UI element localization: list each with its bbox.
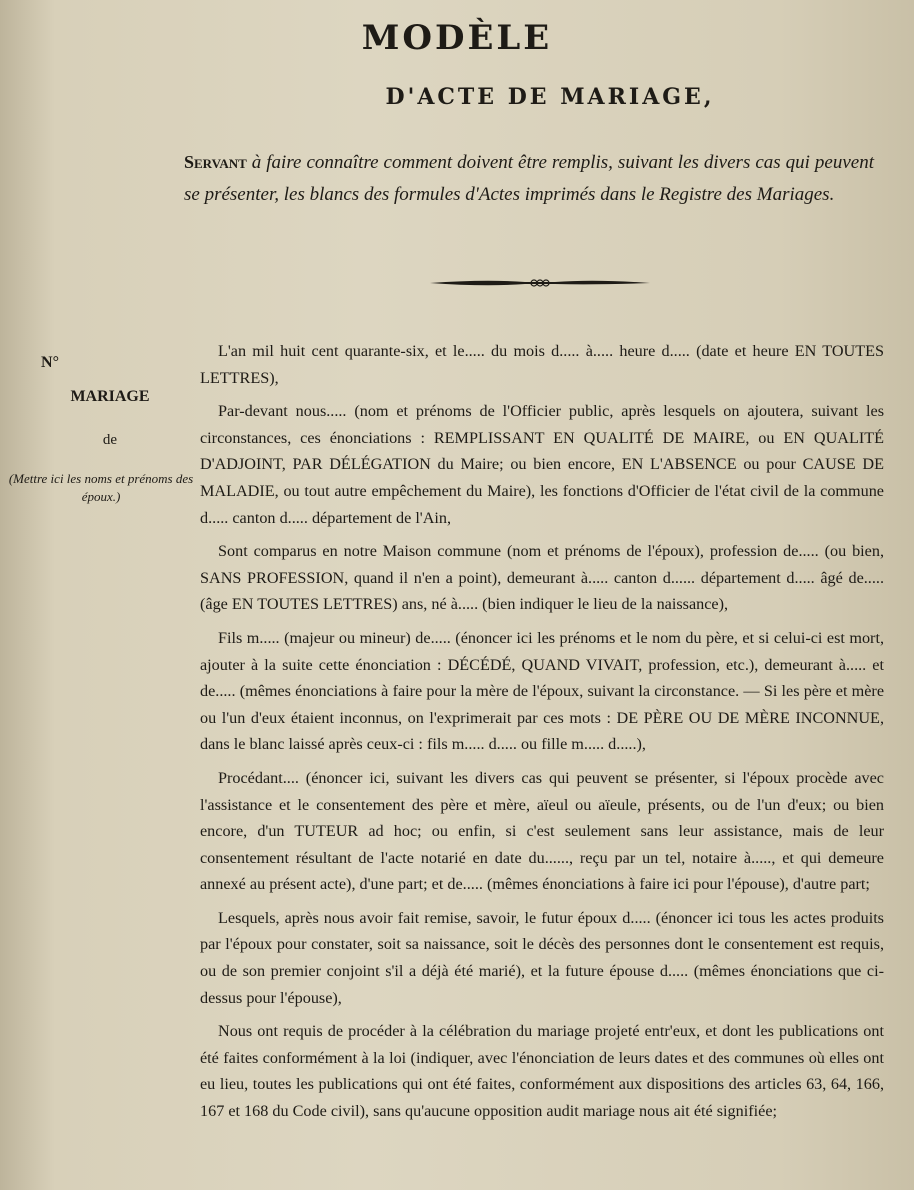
margin-number: N°	[41, 354, 59, 371]
paragraph-date: L'an mil huit cent quarante-six, et le..... du mois d..... à..... heure d..... (date et heure EN TOUTES LETTRES),	[200, 342, 884, 387]
intro-paragraph	[184, 146, 874, 211]
paragraph-publications: Nous ont requis de procéder à la célébration du mariage projeté entr'eux, et dont les publications ont été faites conformément à la loi (indiquer, avec l'énonciation de leurs dates et des communes où elles ont eu lieu, toutes les publications qui ont été faites, conformément aux dispositions des articles 63, 64, 166, 167 et 168 du Code civil), sans qu'aucune opposition audit mariage nous ait été signifiée;	[200, 1022, 884, 1121]
paragraph-documents: Lesquels, après nous avoir fait remise, savoir, le futur époux d..... (énoncer ici tous les actes produits par l'époux pour constater, soit sa naissance, soit le décès des personnes dont le consentement est requis, ou de son premier conjoint s'il a déjà été marié), et la future épouse d..... (mêmes énonciations que ci-dessus pour l'épouse),	[200, 908, 884, 1007]
margin-de: de	[102, 432, 118, 448]
ornament-divider	[430, 276, 650, 290]
intro-lead: Servant	[184, 152, 247, 172]
margin-note: (Mettre ici les noms et prénoms des époux.)	[8, 471, 194, 504]
document-title: MODÈLE	[361, 18, 553, 58]
margin-mariage: MARIAGE	[70, 388, 150, 405]
act-body	[200, 338, 884, 1132]
paragraph-officer: Par-devant nous..... (nom et prénoms de l'Officier public, après lesquels on ajoutera, suivant les circonstances, ces énonciations : REMPLISSANT EN QUALITÉ DE MAIRE, ou EN QUALITÉ D'ADJOINT, PAR DÉLÉGATION du Maire; ou bien encore, EN L'ABSENCE ou pour CAUSE DE MALADIE, ou tout autre empêchement du Maire), les fonctions d'Officier de l'état civil de la commune d..... canton d..... département de l'Ain,	[200, 402, 884, 527]
paragraph-parents: Fils m..... (majeur ou mineur) de..... (énoncer ici les prénoms et le nom du père, et si celui-ci est mort, ajouter à la suite cette énonciation : DÉCÉDÉ, QUAND VIVAIT, profession, etc.), demeurant à..... et de..... (mêmes énonciations à faire pour la mère de l'époux, suivant la circonstance. — Si les père et mère ou l'un d'eux étaient inconnus, on l'exprimerait par ces mots : DE PÈRE OU DE MÈRE INCONNUE, dans le blanc laissé après ceux-ci : fils m..... d..... ou fille m..... d.....),	[200, 628, 884, 754]
paragraph-groom: Sont comparus en notre Maison commune (nom et prénoms de l'époux), profession de..... (ou bien, SANS PROFESSION, quand il n'en a point), demeurant à..... canton d...... département d..... âgé de..... (âge EN TOUTES LETTRES) ans, né à..... (bien indiquer le lieu de la naissance),	[200, 542, 884, 614]
document-subtitle: D'ACTE DE MARIAGE,	[385, 84, 715, 110]
intro-text: à faire connaître comment doivent être remplis, suivant les divers cas qui peuvent se présenter, les blancs des formules d'Actes imprimés dans le Registre des Mariages.	[184, 152, 874, 205]
paragraph-consent: Procédant.... (énoncer ici, suivant les divers cas qui peuvent se présenter, si l'époux procède avec l'assistance et le consentement des père et mère, aïeul ou aïeule, présents, ou de l'un d'eux; ou bien encore, d'un TUTEUR ad hoc; ou enfin, si c'est seulement sans leur assistance, mais de leur consentement résultant de l'acte notarié en date du......, reçu par un tel, notaire à....., et qui demeure annexé au présent acte), d'une part; et de..... (mêmes énonciations à faire ici pour l'épouse), d'autre part;	[200, 768, 884, 894]
